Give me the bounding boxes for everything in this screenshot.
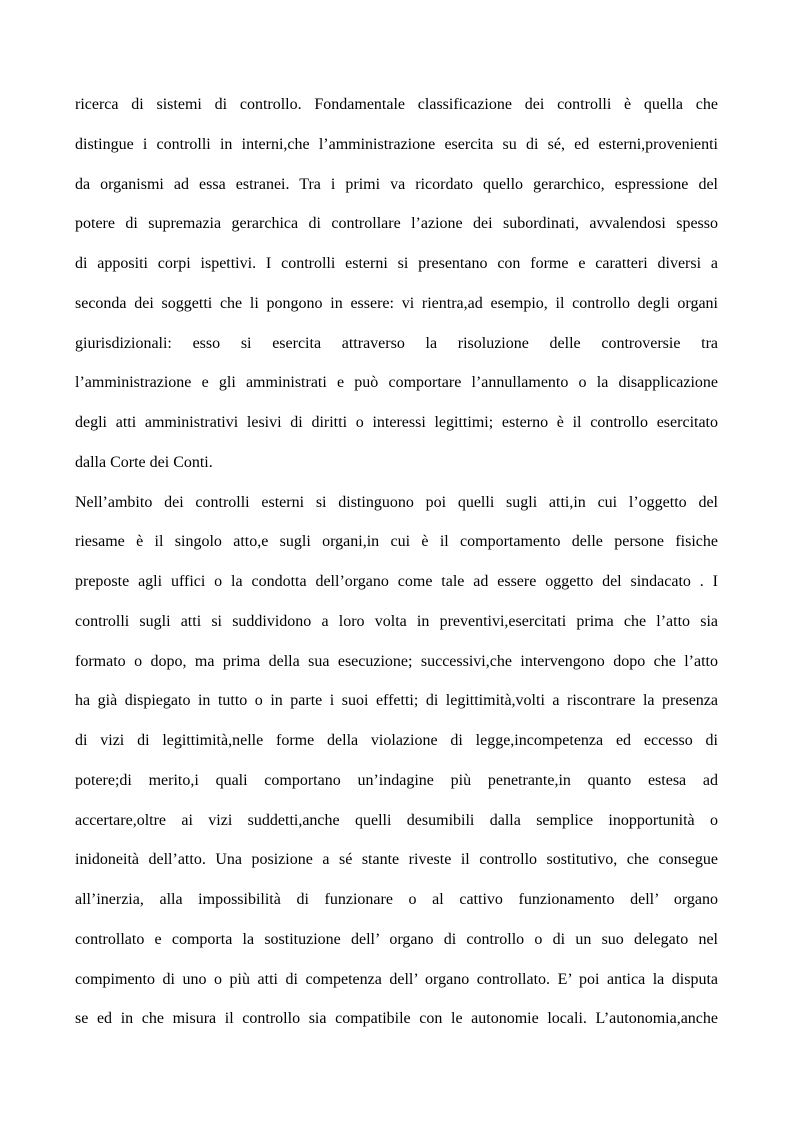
document-page <box>75 90 718 1044</box>
text-line: controllato e comporta la sostituzione dell’ organo di controllo o di un suo delegato nel <box>75 930 718 948</box>
text-line: seconda dei soggetti che li pongono in essere: vi rientra,ad esempio, il controllo degli organi <box>75 294 718 312</box>
text-line: preposte agli uffici o la condotta dell’organo come tale ad essere oggetto del sindacato . I <box>75 573 718 590</box>
text-line: distingue i controlli in interni,che l’amministrazione esercita su di sé, ed esterni,provenienti <box>75 135 718 153</box>
text-line: potere;di merito,i quali comportano un’indagine più penetrante,in quanto estesa ad <box>75 771 718 789</box>
text-line: all’inerzia, alla impossibilità di funzionare o al cattivo funzionamento dell’ organo <box>75 891 718 908</box>
text-line: controlli sugli atti si suddividono a loro volta in preventivi,esercitati prima che l’atto sia <box>75 612 718 630</box>
text-line: di appositi corpi ispettivi. I controlli esterni si presentano con forme e caratteri diversi a <box>75 255 718 272</box>
text-line: ha già dispiegato in tutto o in parte i suoi effetti; di legittimità,volti a riscontrare la presenza <box>75 692 718 710</box>
text-line: l’amministrazione e gli amministrati e può comportare l’annullamento o la disapplicazione <box>75 374 718 392</box>
text-line: di vizi di legittimità,nelle forme della violazione di legge,incompetenza ed eccesso di <box>75 732 718 749</box>
text-line: accertare,oltre ai vizi suddetti,anche quelli desumibili dalla semplice inopportunità o <box>75 811 718 829</box>
text-line: giurisdizionali: esso si esercita attraverso la risoluzione delle controversie tra <box>75 334 718 352</box>
paragraph-end-line: dalla Corte dei Conti. <box>75 453 213 471</box>
text-line: da organismi ad essa estranei. Tra i primi va ricordato quello gerarchico, espressione del <box>75 175 718 193</box>
text-line: inidoneità dell’atto. Una posizione a sé stante riveste il controllo sostitutivo, che consegue <box>75 851 718 869</box>
text-line: ricerca di sistemi di controllo. Fondamentale classificazione dei controlli è quella che <box>75 96 718 113</box>
text-line: se ed in che misura il controllo sia compatibile con le autonomie locali. L’autonomia,anche <box>75 1010 718 1028</box>
text-line: compimento di uno o più atti di competenza dell’ organo controllato. E’ poi antica la disputa <box>75 970 718 988</box>
text-line: riesame è il singolo atto,e sugli organi,in cui è il comportamento delle persone fisiche <box>75 533 718 551</box>
text-line: degli atti amministrativi lesivi di diritti o interessi legittimi; esterno è il controllo esercitato <box>75 414 718 431</box>
text-line: Nell’ambito dei controlli esterni si distinguono poi quelli sugli atti,in cui l’oggetto del <box>75 493 718 511</box>
text-line: potere di supremazia gerarchica di controllare l’azione dei subordinati, avvalendosi spesso <box>75 215 718 233</box>
text-line: formato o dopo, ma prima della sua esecuzione; successivi,che intervengono dopo che l’atto <box>75 652 718 670</box>
